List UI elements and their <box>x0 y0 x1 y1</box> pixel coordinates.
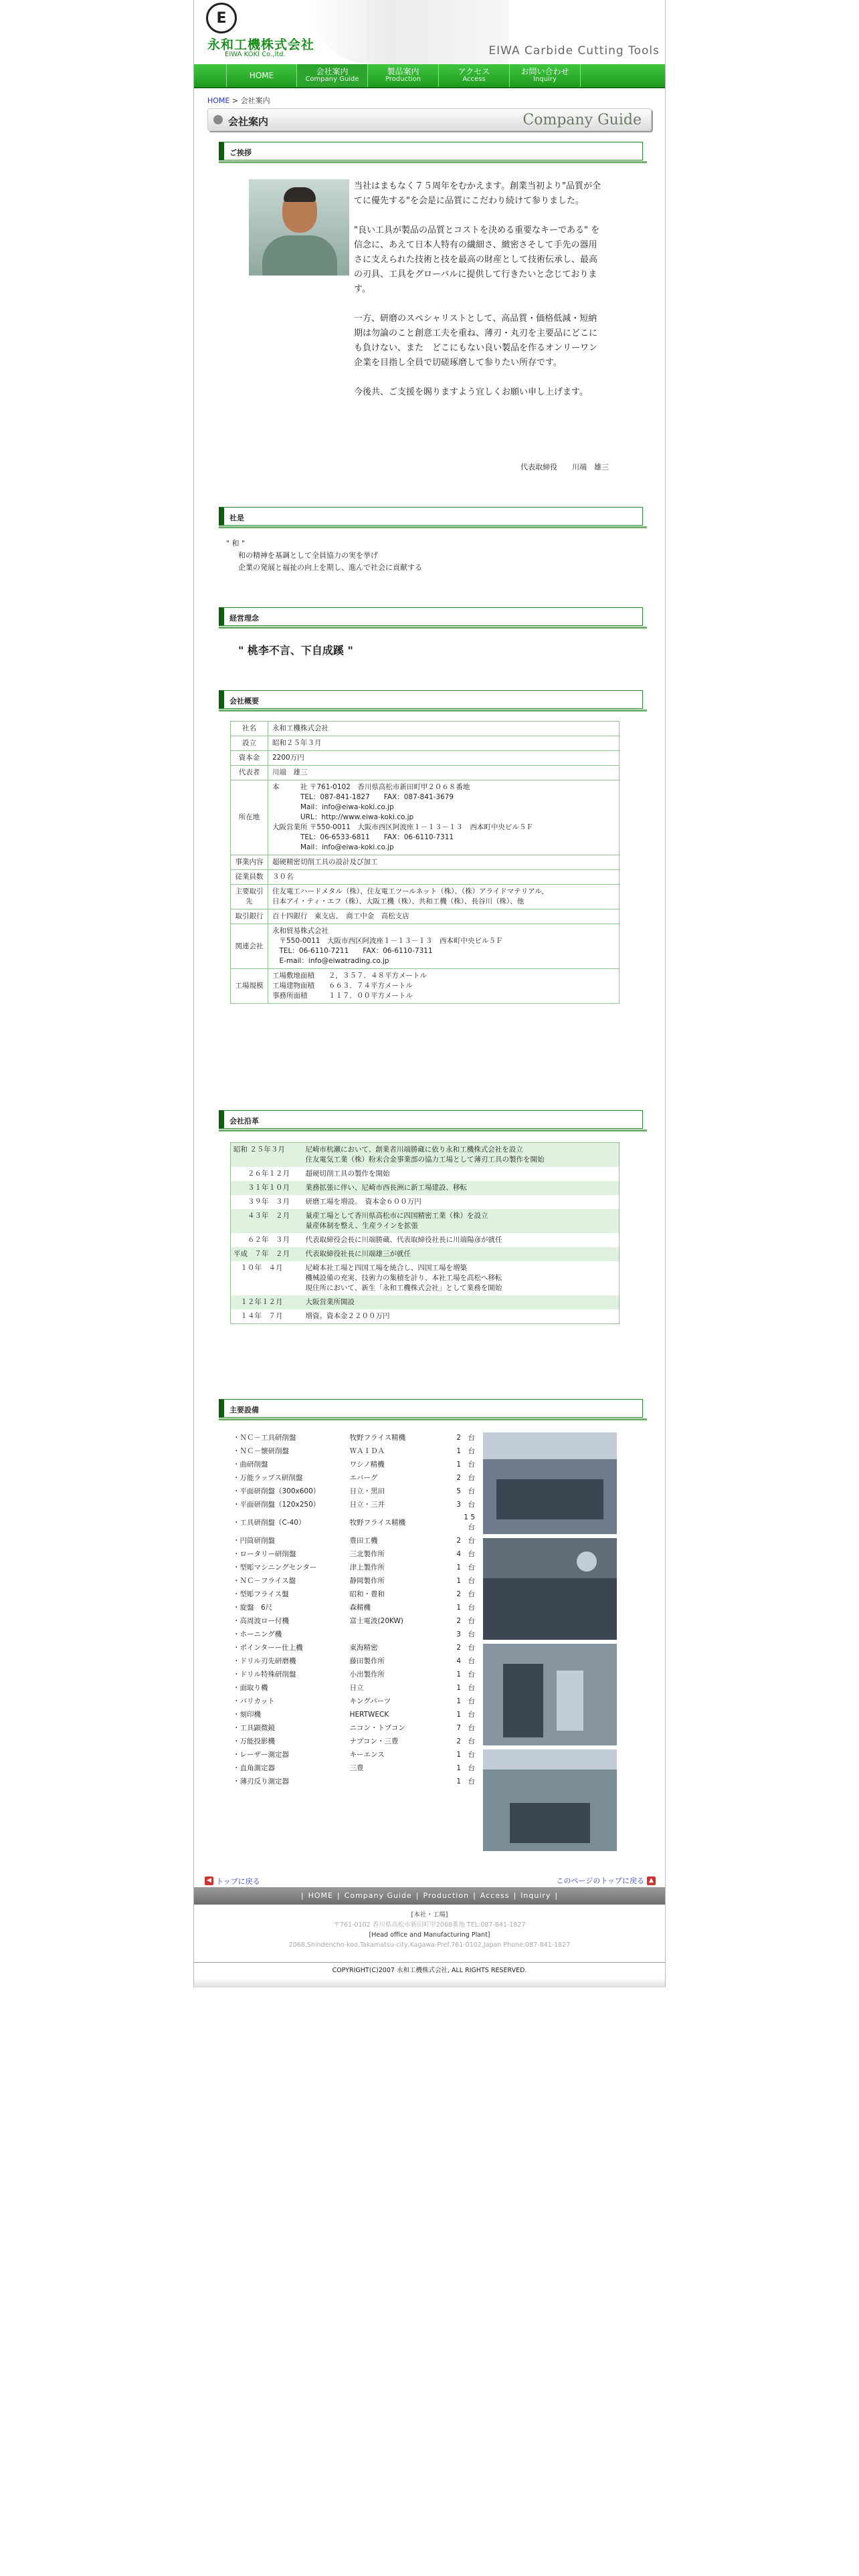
company-logo-icon[interactable] <box>206 3 237 33</box>
section-heading-equipment: 主要設備 <box>219 1399 643 1418</box>
equipment-maker: ニコン・トプコン <box>349 1723 405 1732</box>
history-event <box>303 1143 619 1168</box>
equipment-name: ・旋盤 6尺 <box>233 1603 273 1612</box>
equipment-row <box>231 1601 477 1614</box>
equipment-name: ・ドリル特殊研削盤 <box>233 1670 296 1679</box>
equipment-qty: 1 台 <box>456 1460 475 1469</box>
footer-nav-home[interactable]: HOME <box>308 1891 333 1900</box>
history-event-line: 住友電気工業（株）粉末合金事業部の協力工場として薄刃工具の製作を開始 <box>305 1156 545 1164</box>
photo-hair <box>284 187 316 202</box>
equipment-maker: エバーグ <box>349 1473 378 1482</box>
equipment-row <box>231 1641 477 1654</box>
equipment-name: ・円筒研削盤 <box>233 1536 275 1545</box>
overview-row <box>231 870 619 885</box>
photo-machine <box>483 1578 617 1640</box>
equipment-maker: 牧野フライス精機 <box>349 1518 406 1527</box>
equipment-row <box>231 1775 477 1788</box>
history-date: 平成 ７年 ２月 <box>233 1250 290 1258</box>
equipment-qty: 1 台 <box>456 1446 475 1455</box>
breadcrumb <box>207 95 665 106</box>
overview-row <box>231 780 619 855</box>
overview-row <box>231 969 619 1004</box>
company-name-jp: 永和工機株式会社 <box>207 37 315 52</box>
overview-value-line: Mail：info@eiwa-koki.co.jp <box>272 803 394 811</box>
overview-row <box>231 722 619 736</box>
equipment-row <box>231 1668 477 1681</box>
overview-value-line: 工場敷地面積 ２，３５７．４８平方メートル <box>272 972 427 980</box>
logo-letter: E <box>216 9 227 27</box>
overview-value-line: 永和工機株式会社 <box>272 724 328 732</box>
equipment-qty: 2 台 <box>456 1616 475 1625</box>
equipment-qty: 3 台 <box>456 1500 475 1509</box>
equipment-name: ・ホーニング機 <box>233 1630 282 1638</box>
overview-key: 主要取引先 <box>231 885 268 909</box>
equipment-row <box>231 1471 477 1485</box>
equipment-maker: キーエンス <box>349 1750 385 1759</box>
equipment-row <box>231 1721 477 1735</box>
equipment-row <box>231 1614 477 1628</box>
equipment-maker: 小出製作所 <box>349 1670 385 1679</box>
photo-ceiling <box>483 1749 617 1769</box>
history-event <box>303 1209 619 1233</box>
equipment-maker: 静岡製作所 <box>349 1576 385 1585</box>
overview-value <box>268 780 619 855</box>
overview-row <box>231 855 619 870</box>
history-event <box>303 1261 619 1295</box>
equipment-row <box>231 1458 477 1471</box>
equipment-name: ・ロータリー研削盤 <box>233 1549 296 1558</box>
overview-row <box>231 751 619 766</box>
nav-inquiry-en: Inquiry <box>533 76 557 83</box>
equipment-qty: 1 台 <box>456 1777 475 1786</box>
overview-value-line: URL：http://www.eiwa-koki.co.jp <box>272 813 414 821</box>
overview-value-line: ３０名 <box>272 873 294 881</box>
overview-value-line: 永和貿易株式会社 <box>272 927 328 935</box>
history-event-line: 代表取締役社長に川端雄三が就任 <box>305 1250 411 1258</box>
history-event-line: 代表取締役会長に川端勝蔵、代表取締役社長に川端陽彦が就任 <box>305 1236 502 1244</box>
footer-nav-production[interactable]: Production <box>423 1891 470 1900</box>
equipment-qty: 1 5 台 <box>464 1513 482 1531</box>
equipment-maker: ナプコン・三豊 <box>349 1737 399 1745</box>
greeting-paragraph: 当社はまもなく７５周年をむかえます。創業当初より"品質が全てに優先する"を会是に品質にこだわり続けて参りました。 <box>354 181 601 206</box>
history-event-line: 研磨工場を増設。 資本金６００万円 <box>305 1198 421 1206</box>
equipment-name: ・曲研削盤 <box>233 1460 268 1469</box>
overview-value-line: Mail：info@eiwa-koki.co.jp <box>272 843 394 851</box>
equipment-name: ・ＮＣ－工具研削盤 <box>233 1433 296 1442</box>
history-date: １０年 ４月 <box>233 1264 283 1272</box>
page-top-label: このページのトップに戻る <box>556 1876 644 1885</box>
equipment-name: ・薄刃反り測定器 <box>233 1777 289 1786</box>
history-row <box>231 1261 619 1295</box>
arrow-left-icon: ◀ <box>205 1876 213 1885</box>
equipment-qty: 5 台 <box>456 1487 475 1495</box>
factory-photo-4 <box>483 1749 617 1851</box>
history-event-line: 大阪営業所開設 <box>305 1298 355 1306</box>
equipment-maker: 豊田工機 <box>349 1536 378 1545</box>
section-heading-history: 会社沿革 <box>219 1110 643 1129</box>
equipment-qty: 2 台 <box>456 1536 475 1545</box>
equipment-maker: 日立・黒田 <box>349 1487 385 1495</box>
equipment-row <box>231 1561 477 1574</box>
equipment-qty: 1 台 <box>456 1763 475 1772</box>
factory-photo-2 <box>483 1538 617 1640</box>
equipment-maker: キングパーツ <box>349 1697 391 1705</box>
equipment-qty: 3 台 <box>456 1630 475 1638</box>
footer-nav-inquiry[interactable]: Inquiry <box>520 1891 551 1900</box>
overview-key: 資本金 <box>231 751 268 766</box>
header-decoration <box>308 0 508 64</box>
overview-value-line: 昭和２５年３月 <box>272 739 322 747</box>
equipment-maker: 日立 <box>349 1683 364 1692</box>
equipment-qty: 1 台 <box>456 1710 475 1719</box>
photo-body <box>262 235 337 276</box>
photo-worker <box>557 1671 583 1731</box>
overview-key: 所在地 <box>231 780 268 855</box>
greeting-paragraph: "良い工具が製品の品質とコストを決める重要なキーである" を信念に、あえて日本人特有の繊細さ、緻密さそして手先の器用さに支えられた技術と技を最高の財産として技術伝承し、最高の刃具、工具をグローバルに提供して行きたいと念じております。 <box>354 225 600 294</box>
history-event <box>303 1195 619 1209</box>
photo-worker <box>577 1551 597 1572</box>
history-date: 昭和 ２５年３月 <box>233 1146 285 1154</box>
overview-key: 従業員数 <box>231 870 268 885</box>
footer-office-label: [本社・工場] <box>411 1911 448 1919</box>
history-event-line: 現住所において、新生「永和工機株式会社」として業務を開始 <box>305 1284 502 1292</box>
overview-row <box>231 885 619 909</box>
history-event <box>303 1233 619 1247</box>
equipment-maker: 牧野フライス精機 <box>349 1433 406 1442</box>
overview-value-line: TEL：06-6110-7211 FAX：06-6110-7311 <box>272 947 433 955</box>
equipment-qty: 7 台 <box>456 1723 475 1732</box>
equipment-name: ・万能投影機 <box>233 1737 275 1745</box>
equipment-name: ・高周波ロー付機 <box>233 1616 289 1625</box>
equipment-maker: HERTWECK <box>349 1710 389 1719</box>
equipment-maker: 昭和・豊和 <box>349 1590 385 1598</box>
philosophy-text: " 桃李不言、下自成蹊 " <box>238 644 353 657</box>
nav-production-jp: 製品案内 <box>387 67 419 76</box>
photo-machine <box>503 1664 543 1737</box>
equipment-maker: 日立・三井 <box>349 1500 385 1509</box>
title-bullet-icon <box>213 115 223 124</box>
site-header <box>194 0 665 64</box>
section-heading-motto: 社是 <box>219 507 643 526</box>
equipment-row <box>231 1628 477 1641</box>
nav-access-en: Access <box>462 76 486 83</box>
page-top-link[interactable] <box>557 1875 656 1886</box>
equipment-name: ・平面研削盤（300x600） <box>233 1487 320 1495</box>
overview-value <box>268 885 619 909</box>
motto-line: 企業の発展と福祉の向上を期し、進んで社会に貢献する <box>238 563 422 572</box>
equipment-row <box>231 1547 477 1561</box>
equipment-name: ・型彫マシニングセンター <box>233 1563 317 1572</box>
equipment-row <box>231 1534 477 1547</box>
equipment-qty: 2 台 <box>456 1643 475 1652</box>
nav-home[interactable] <box>226 64 297 87</box>
footer-address-en: 2068,Shindencho-koo,Takamatsu-city,Kagawa-Pref.761-0102,Japan Phone:087-841-1827 <box>288 1941 571 1949</box>
equipment-name: ・ドリル刃先研磨機 <box>233 1656 296 1665</box>
photo-machine <box>496 1479 603 1519</box>
overview-key: 代表者 <box>231 766 268 780</box>
equipment-name: ・型彫フライス盤 <box>233 1590 289 1598</box>
overview-key: 関連会社 <box>231 924 268 969</box>
overview-value-line: 事務所面積 １１７．００平方メートル <box>272 992 413 1000</box>
equipment-qty: 2 台 <box>456 1433 475 1442</box>
overview-value <box>268 909 619 924</box>
footer-nav-company-guide[interactable]: Company Guide <box>344 1891 412 1900</box>
equipment-maker: 三豊 <box>349 1763 364 1772</box>
equipment-name: ・ＮＣ－懐研削盤 <box>233 1446 289 1455</box>
overview-value-line: TEL：06-6533-6811 FAX：06-6110-7311 <box>272 833 454 841</box>
history-event-line: 業務拡張に伴い、尼崎市西長洲に新工場建設、移転 <box>305 1184 467 1192</box>
overview-key: 設立 <box>231 736 268 751</box>
history-event <box>303 1167 619 1181</box>
footer-links <box>205 1875 656 1887</box>
overview-value <box>268 736 619 751</box>
equipment-maker: 富士電波(20KW) <box>349 1616 404 1625</box>
equipment-name: ・バリカット <box>233 1697 275 1705</box>
overview-value <box>268 751 619 766</box>
equipment-name: ・刻印機 <box>233 1710 261 1719</box>
footer-nav-access[interactable]: Access <box>480 1891 510 1900</box>
history-event-line: 量産工場として香川県高松市に四国精密工業（株）を設立 <box>305 1212 488 1220</box>
equipment-maker: 東海精密 <box>349 1643 378 1652</box>
equipment-maker <box>348 1628 450 1641</box>
history-date: １２年１２月 <box>233 1298 283 1306</box>
overview-key: 取引銀行 <box>231 909 268 924</box>
equipment-maker <box>348 1775 450 1788</box>
company-overview-table <box>230 721 619 1004</box>
equipment-qty: 1 台 <box>456 1576 475 1585</box>
equipment-qty: 1 台 <box>456 1750 475 1759</box>
footer-office-en: [Head office and Manufacturing Plant] <box>369 1931 490 1939</box>
equipment-maker: 三北製作所 <box>349 1549 385 1558</box>
equipment-row <box>231 1761 477 1775</box>
footer-address-jp: 〒761-0102 香川県高松市新田町甲2068番地 TEL:087-841-1827 <box>333 1921 526 1929</box>
history-row <box>231 1195 619 1209</box>
history-date: １４年 ７月 <box>233 1312 283 1320</box>
nav-production[interactable] <box>368 64 439 87</box>
motto-block <box>226 538 422 574</box>
equipment-row <box>231 1695 477 1708</box>
page-title-bar <box>207 108 652 131</box>
equipment-row <box>231 1748 477 1761</box>
history-event <box>303 1295 619 1309</box>
equipment-qty: 2 台 <box>456 1590 475 1598</box>
greeting-signature: 代表取締役 川端 雄三 <box>520 463 609 471</box>
history-row <box>231 1209 619 1233</box>
overview-value <box>268 722 619 736</box>
history-event <box>303 1247 619 1261</box>
equipment-maker: ワシノ精機 <box>349 1460 385 1469</box>
page-bottom-cap <box>194 1978 665 1988</box>
equipment-qty: 2 台 <box>456 1737 475 1745</box>
overview-value <box>268 766 619 780</box>
equipment-row <box>231 1588 477 1601</box>
overview-value-line: E-mail：info@eiwatrading.co.jp <box>272 957 389 965</box>
equipment-qty: 1 台 <box>456 1563 475 1572</box>
factory-photo-1 <box>483 1432 617 1534</box>
history-row <box>231 1167 619 1181</box>
history-event <box>303 1181 619 1195</box>
breadcrumb-separator: > <box>229 96 241 105</box>
main-nav <box>194 64 665 88</box>
history-body <box>231 1143 619 1324</box>
history-date: ４３年 ２月 <box>233 1212 290 1220</box>
nav-access[interactable] <box>439 64 510 87</box>
section-heading-greeting: ご挨拶 <box>219 142 643 160</box>
header-tagline: EIWA Carbide Cutting Tools <box>488 44 660 58</box>
history-date: ３９年 ３月 <box>233 1198 290 1206</box>
nav-company-guide-jp: 会社案内 <box>316 67 349 76</box>
nav-inquiry[interactable] <box>510 64 581 87</box>
equipment-table <box>231 1431 482 1788</box>
overview-value <box>268 969 619 1004</box>
history-row <box>231 1233 619 1247</box>
history-date: ３１年１０月 <box>233 1184 290 1192</box>
overview-value-line: 川端 雄三 <box>272 768 308 776</box>
overview-body <box>231 722 619 1004</box>
page-title: 会社案内 <box>228 116 269 128</box>
nav-company-guide-en: Company Guide <box>305 76 359 83</box>
equipment-row <box>231 1735 477 1748</box>
history-event-line: 増資。資本金２２００万円 <box>305 1312 390 1320</box>
factory-photo-3 <box>483 1644 617 1745</box>
equipment-name: ・平面研削盤（120x250） <box>233 1500 320 1509</box>
greeting-paragraph: 今後共、ご支援を賜りますよう宜しくお願い申し上げます。 <box>354 387 588 397</box>
section-heading-philosophy: 経営理念 <box>219 607 643 626</box>
history-row <box>231 1247 619 1261</box>
equipment-name: ・工具顕微鏡 <box>233 1723 275 1732</box>
overview-value-line: 百十四銀行 東支店、 商工中金 高松支店 <box>272 912 409 920</box>
equipment-maker: 森精機 <box>349 1603 371 1612</box>
equipment-name: ・ポインターー仕上機 <box>233 1643 303 1652</box>
overview-row <box>231 924 619 969</box>
history-event-line: 超硬切削工具の製作を開始 <box>305 1170 390 1178</box>
arrow-up-icon: ▲ <box>647 1876 656 1885</box>
history-row <box>231 1143 619 1168</box>
page-title-en: Company Guide <box>522 112 642 128</box>
equipment-row <box>231 1708 477 1721</box>
photo-machine <box>510 1803 590 1843</box>
nav-home-label: HOME <box>249 71 274 80</box>
equipment-name: ・面取り機 <box>233 1683 268 1692</box>
overview-value <box>268 870 619 885</box>
equipment-row <box>231 1654 477 1668</box>
history-row <box>231 1295 619 1309</box>
company-history-table <box>230 1142 619 1324</box>
overview-value-line: 工場建物面積 ６６３．７４平方メートル <box>272 982 413 990</box>
page-container <box>193 0 666 1988</box>
equipment-maker: 津上製作所 <box>349 1563 385 1572</box>
overview-value-line: 2200万円 <box>272 754 304 762</box>
equipment-row <box>231 1498 477 1511</box>
nav-access-jp: アクセス <box>458 67 490 76</box>
overview-key: 事業内容 <box>231 855 268 870</box>
overview-row <box>231 909 619 924</box>
overview-value-line: 日本アイ・ティ・エフ（株）、大阪工機（株）、共和工機（株）、長谷川（株）、他 <box>272 897 524 905</box>
motto-line: 和の精神を基調として全員協力の実を挙げ <box>238 551 378 560</box>
equipment-name: ・工具研削盤（C-40） <box>233 1518 306 1527</box>
equipment-qty: 1 台 <box>456 1670 475 1679</box>
equipment-qty: 1 台 <box>456 1697 475 1705</box>
history-event-line: 機械設備の充実、技術力の集積を計り、本社工場を高松へ移転 <box>305 1274 502 1282</box>
footer-nav: | HOME | Company Guide | Production | Access | Inquiry | <box>194 1887 665 1905</box>
back-to-top-link[interactable] <box>205 1876 260 1887</box>
nav-inquiry-jp: お問い合わせ <box>520 67 569 76</box>
history-date: ６２年 ３月 <box>233 1236 290 1244</box>
overview-value <box>268 924 619 969</box>
overview-value-line: 本 社 〒761-0102 香川県高松市新田町甲２０６８番地 <box>272 783 470 791</box>
footer-info <box>194 1910 665 1950</box>
greeting-text <box>354 179 604 415</box>
equipment-body <box>231 1431 482 1788</box>
overview-value-line: 大阪営業所 〒550-0011 大阪市西区阿波座１－１３－１３ 西本町中央ビル５Ｆ <box>272 823 533 831</box>
equipment-row <box>231 1574 477 1588</box>
history-event-line: 尼崎本社工場と四国工場を統合し、四国工場を増築 <box>305 1264 467 1272</box>
equipment-maker: 藤田製作所 <box>349 1656 385 1665</box>
footer-copyright: COPYRIGHT(C)2007 永和工機株式会社, ALL RIGHTS RESERVED. <box>194 1962 665 1974</box>
equipment-row <box>231 1681 477 1695</box>
equipment-row <box>231 1485 477 1498</box>
overview-value-line: 住友電工ハードメタル（株）、住友電工ツールネット（株）、（株）アライドマテリアル、 <box>272 887 549 895</box>
history-row <box>231 1309 619 1324</box>
section-heading-overview: 会社概要 <box>219 690 643 709</box>
greeting-paragraph: 一方、研磨のスペシャリストとして、高品質・価格低減・短納期は勿論のこと創意工夫を重ね、薄刃・丸刃を主要品にどこにも負けない、また どこにもない良い製品を作るオンリーワン企業を目指し全員で切磋琢磨して参りたい所存です。 <box>354 314 598 368</box>
breadcrumb-home-link[interactable]: HOME <box>207 96 230 105</box>
history-event-line: 量産体制を整え、生産ラインを拡張 <box>305 1222 418 1230</box>
breadcrumb-current: 会社案内 <box>240 96 270 105</box>
equipment-name: ・万能ラップス研削盤 <box>233 1473 303 1482</box>
overview-row <box>231 736 619 751</box>
overview-key: 工場規模 <box>231 969 268 1004</box>
equipment-maker: ＷＡＩＤＡ <box>349 1446 385 1455</box>
overview-value-line: 〒550-0011 大阪市西区阿波座１－１３－１３ 西本町中央ビル５Ｆ <box>272 937 503 945</box>
equipment-row <box>231 1444 477 1458</box>
overview-value-line: 超硬精密切削工具の設計及び加工 <box>272 858 378 866</box>
history-event-line: 尼崎市杭瀬において、創業者川端勝蔵に依り永和工機株式会社を設立 <box>305 1146 523 1154</box>
overview-value <box>268 855 619 870</box>
nav-production-en: Production <box>385 76 421 83</box>
photo-ceiling <box>483 1432 617 1459</box>
equipment-name: ・直角測定器 <box>233 1763 275 1772</box>
overview-row <box>231 766 619 780</box>
overview-value-line: TEL：087-841-1827 FAX：087-841-3679 <box>272 793 454 801</box>
equipment-name: ・ＮＣ－フライス盤 <box>233 1576 296 1585</box>
equipment-row <box>231 1431 477 1444</box>
equipment-qty: 1 台 <box>456 1683 475 1692</box>
history-row <box>231 1181 619 1195</box>
equipment-qty: 4 台 <box>456 1656 475 1665</box>
equipment-qty: 4 台 <box>456 1549 475 1558</box>
equipment-name: ・レーザー測定器 <box>233 1750 289 1759</box>
equipment-qty: 2 台 <box>456 1473 475 1482</box>
president-photo <box>249 179 349 276</box>
equipment-qty: 1 台 <box>456 1603 475 1612</box>
back-to-top-label: トップに戻る <box>216 1876 260 1886</box>
nav-company-guide[interactable] <box>297 64 368 87</box>
history-date: ２６年１２月 <box>233 1170 290 1178</box>
equipment-row <box>231 1511 477 1534</box>
overview-key: 社名 <box>231 722 268 736</box>
history-event <box>303 1309 619 1324</box>
motto-title: " 和 " <box>226 539 246 548</box>
company-name-en: EIWA KOKI Co.,ltd. <box>225 51 286 58</box>
